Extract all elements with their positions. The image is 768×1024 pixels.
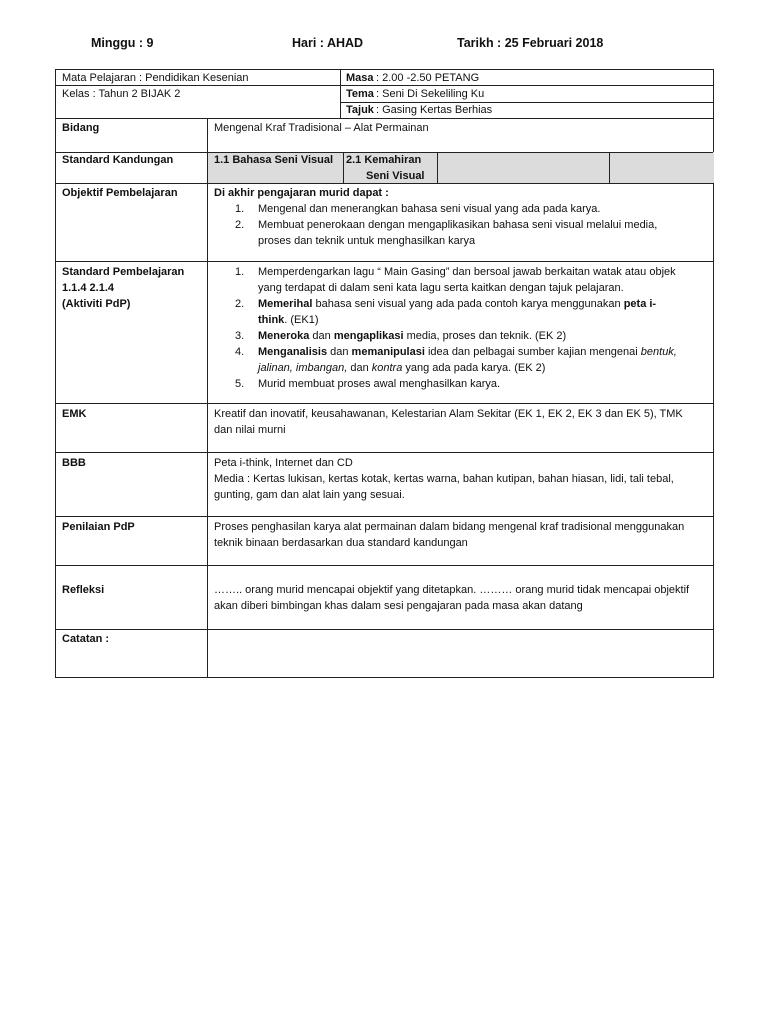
class-label: Kelas : Tahun 2 BIJAK 2 — [62, 88, 181, 100]
subject-label: Mata Pelajaran : Pendidikan Kesenian — [62, 72, 249, 84]
emk-line1: Kreatif dan inovatif, keusahawanan, Kelestarian Alam Sekitar (EK 1, EK 2, EK 3 dan EK 5), TMK — [214, 408, 683, 420]
topic-label: Tajuk — [346, 104, 374, 116]
list-item: 4. Menganalisis dan memanipulasi idea dan pelbagai sumber kajian mengenai bentuk, jalinan, imbangan, dan kontra yang ada pada karya. (EK 2) — [235, 346, 677, 374]
aktiviti-label: (Aktiviti PdP) — [62, 298, 131, 310]
list-item: 5. Murid membuat proses awal menghasilkan karya. — [235, 378, 501, 390]
aktiviti-list — [213, 264, 713, 392]
catatan-field[interactable] — [208, 630, 712, 676]
day-label: Hari : AHAD — [292, 36, 364, 50]
date-label: Tarikh : 25 Februari 2018 — [457, 36, 604, 50]
list-item: 1. Mengenal dan menerangkan bahasa seni visual yang ada pada karya. — [235, 203, 601, 215]
week-label: Minggu : 9 — [91, 36, 154, 50]
bbb-line1: Peta i-think, Internet dan CD — [214, 457, 353, 469]
emk-label: EMK — [62, 408, 87, 420]
list-item: 1. Memperdengarkan lagu “ Main Gasing” dan bersoal jawab berkaitan watak atau objek yang terdapat di dalam seni kata lagu serta kaitkan dengan tajuk pelajaran. — [235, 266, 676, 294]
list-item: 3. Meneroka dan mengaplikasi media, proses dan teknik. (EK 2) — [235, 330, 567, 342]
standard-kandungan-1: 1.1 Bahasa Seni Visual — [214, 154, 334, 166]
objektif-label: Objektif Pembelajaran — [62, 187, 178, 199]
time-value: : 2.00 -2.50 PETANG — [376, 72, 480, 84]
list-item: 2. Membuat penerokaan dengan mengaplikasikan bahasa seni visual melalui media, proses dan teknik untuk menghasilkan karya — [235, 219, 658, 247]
standard-kandungan-label: Standard Kandungan — [62, 154, 174, 166]
lesson-plan-table — [55, 69, 714, 678]
penilaian-line2: teknik binaan berdasarkan dua standard kandungan — [214, 537, 468, 549]
theme-label: Tema — [346, 88, 374, 100]
time-label: Masa — [346, 72, 374, 84]
theme-value: : Seni Di Sekeliling Ku — [376, 88, 485, 100]
bbb-line2: Media : Kertas lukisan, kertas kotak, kertas warna, bahan kutipan, bahan hiasan, lidi, tali tebal, — [214, 473, 674, 485]
refleksi-line1: …….. orang murid mencapai objektif yang ditetapkan. ……… orang murid tidak mencapai objektif — [214, 584, 690, 596]
penilaian-line1: Proses penghasilan karya alat permainan dalam bidang mengenal kraf tradisional menggunakan — [214, 521, 685, 533]
bidang-value: Mengenal Kraf Tradisional – Alat Permainan — [214, 122, 429, 134]
emk-line2: dan nilai murni — [214, 424, 286, 436]
refleksi-label: Refleksi — [62, 584, 105, 596]
bbb-label: BBB — [62, 457, 86, 469]
list-item: 2. Memerihal bahasa seni visual yang ada pada contoh karya menggunakan peta i- think. (EK1) — [235, 298, 657, 326]
topic-value: : Gasing Kertas Berhias — [376, 104, 493, 116]
standard-pembelajaran-label: Standard Pembelajaran — [62, 266, 185, 278]
penilaian-label: Penilaian PdP — [62, 521, 135, 533]
standard-kandungan-2-line1: 2.1 Kemahiran — [346, 154, 422, 166]
standard-kandungan-2-line2: Seni Visual — [366, 170, 425, 182]
standard-pembelajaran-codes: 1.1.4 2.1.4 — [62, 282, 114, 294]
catatan-label: Catatan : — [62, 633, 110, 645]
objektif-intro: Di akhir pengajaran murid dapat : — [214, 187, 389, 199]
refleksi-line2: akan diberi bimbingan khas dalam sesi pengajaran pada masa akan datang — [214, 600, 583, 612]
bidang-label: Bidang — [62, 122, 100, 134]
bbb-line3: gunting, gam dan alat lain yang sesuai. — [214, 489, 405, 501]
objektif-list — [213, 201, 713, 249]
